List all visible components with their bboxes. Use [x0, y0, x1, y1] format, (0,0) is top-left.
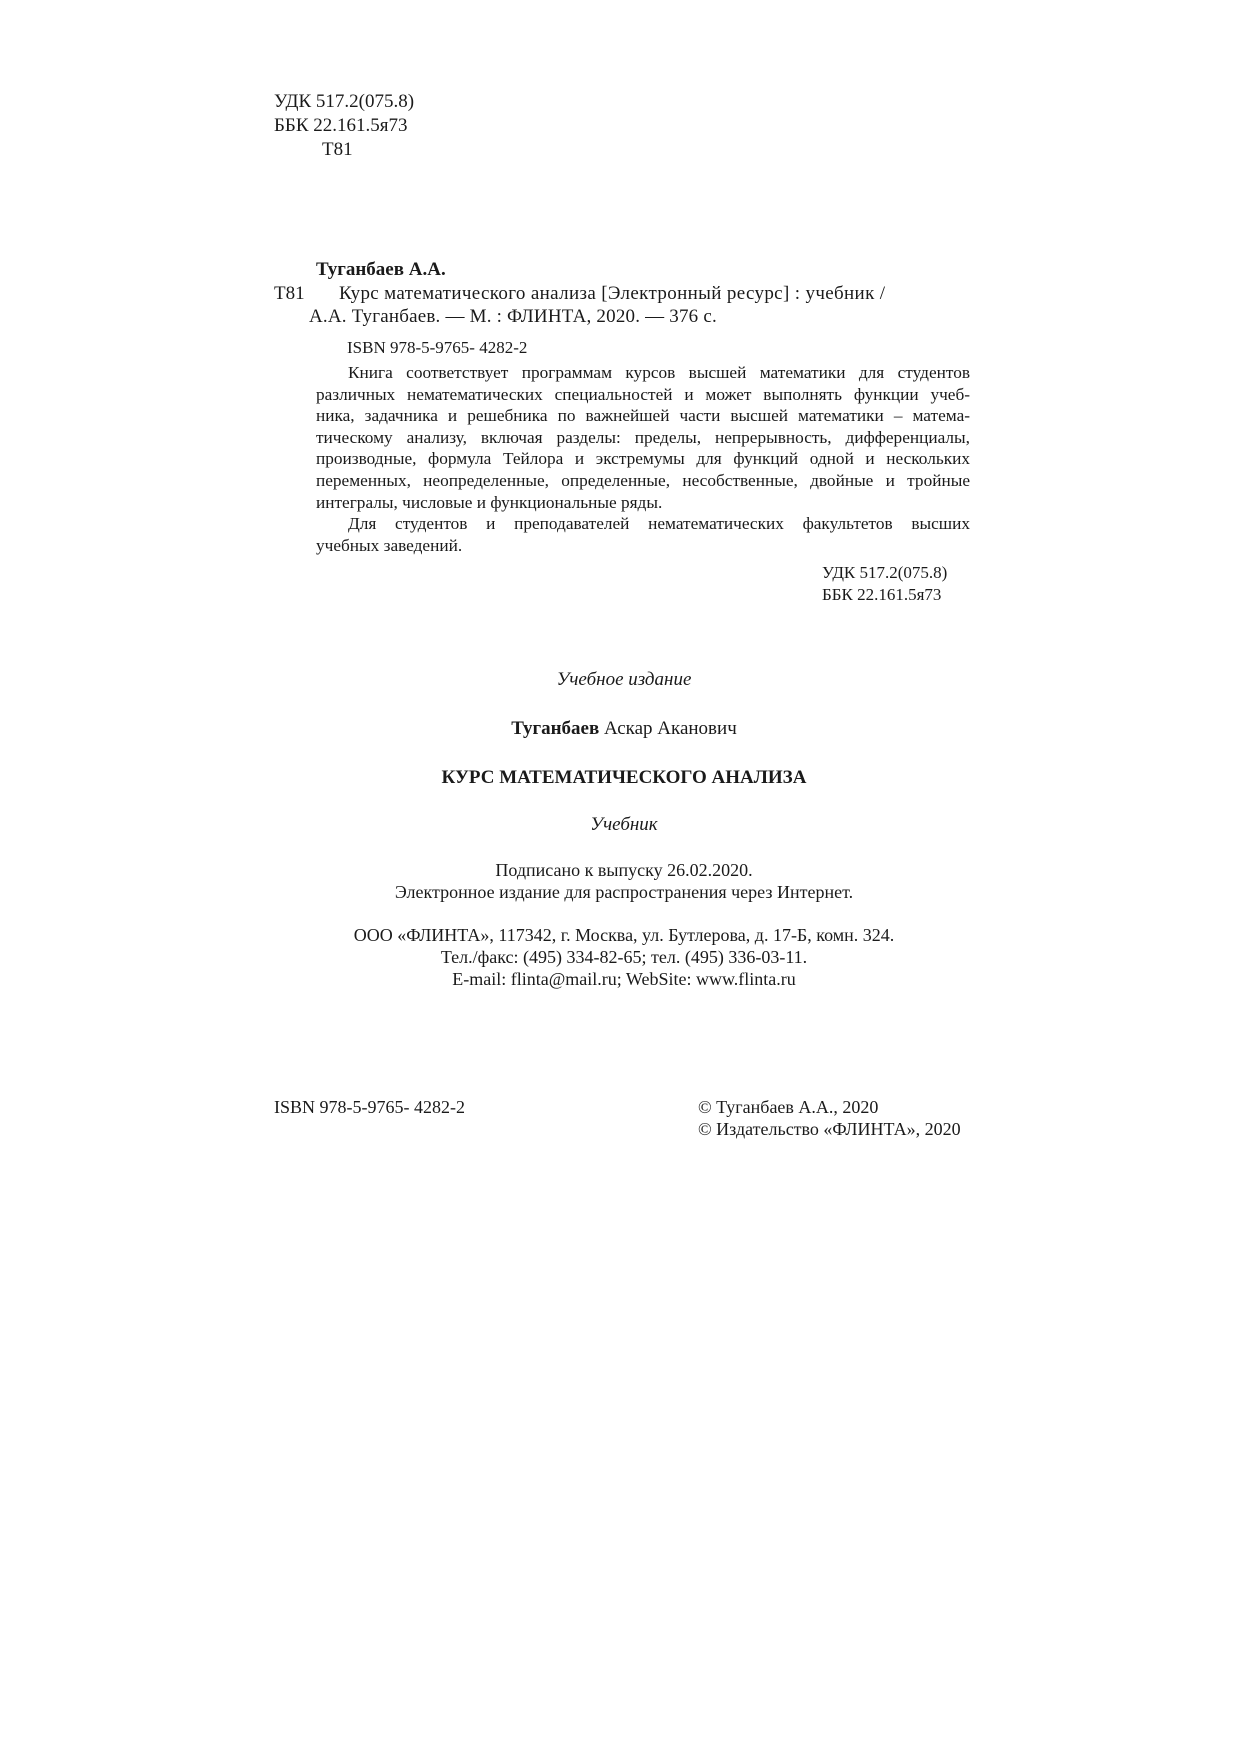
bib-author-mark: Т81	[274, 283, 305, 304]
imprint-distribution: Электронное издание для распространения через Интернет.	[394, 882, 854, 902]
annotation-udk: УДК 517.2(075.8)	[822, 563, 948, 582]
header-author-mark: Т81	[322, 139, 353, 160]
bib-imprint-line: А.А. Туганбаев. — М. : ФЛИНТА, 2020. — 376 с.	[309, 306, 717, 327]
bib-author: Туганбаев А.А.	[316, 259, 446, 280]
footer-copyright-author: © Туганбаев А.А., 2020	[698, 1097, 879, 1117]
header-bbk: ББК 22.161.5я73	[274, 115, 408, 136]
annotation-line: Книга соответствует программам курсов высшей математики для студентов	[348, 363, 970, 382]
footer-copyright-publisher: © Издательство «ФЛИНТА», 2020	[698, 1119, 961, 1139]
edition-type: Учебное издание	[556, 669, 692, 690]
annotation-line: тическому анализу, включая разделы: пределы, непрерывность, дифференциалы,	[316, 427, 970, 447]
imprint-signed: Подписано к выпуску 26.02.2020.	[495, 860, 753, 880]
annotation-line: переменных, неопределенные, определенные, несобственные, двойные и тройные	[316, 470, 970, 490]
publisher-phones: Тел./факс: (495) 334-82-65; тел. (495) 336-03-11.	[440, 947, 808, 967]
annotation-line: ника, задачника и решебника по важнейшей части высшей математики – матема-	[316, 406, 970, 426]
annotation-line: Для студентов и преподавателей нематематических факультетов высших	[348, 514, 970, 534]
imprint-subtitle: Учебник	[590, 814, 658, 835]
bib-isbn: ISBN 978-5-9765- 4282-2	[347, 338, 528, 357]
publisher-address: ООО «ФЛИНТА», 117342, г. Москва, ул. Бутлерова, д. 17-Б, комн. 324.	[353, 925, 895, 945]
footer-isbn: ISBN 978-5-9765- 4282-2	[274, 1097, 465, 1117]
annotation-line: производные, формула Тейлора и экстремумы для функций одной и нескольких	[316, 449, 970, 469]
publisher-contacts: E-mail: flinta@mail.ru; WebSite: www.flinta.ru	[452, 969, 796, 989]
imprint-author-surname: Туганбаев	[511, 718, 600, 739]
bib-title-line: Курс математического анализа [Электронный ресурс] : учебник /	[339, 283, 886, 304]
annotation-bbk: ББК 22.161.5я73	[822, 585, 942, 604]
annotation-line: учебных заведений.	[316, 535, 463, 555]
imprint-title: КУРС МАТЕМАТИЧЕСКОГО АНАЛИЗА	[441, 767, 807, 788]
imprint-author-given: Аскар Аканович	[599, 718, 737, 739]
header-udk: УДК 517.2(075.8)	[274, 91, 415, 112]
imprint-author	[324, 717, 924, 740]
annotation	[316, 362, 970, 556]
annotation-line: различных нематематических специальностей и может выполнять функции учеб-	[316, 384, 970, 404]
annotation-line: интегралы, числовые и функциональные ряды.	[316, 492, 663, 512]
